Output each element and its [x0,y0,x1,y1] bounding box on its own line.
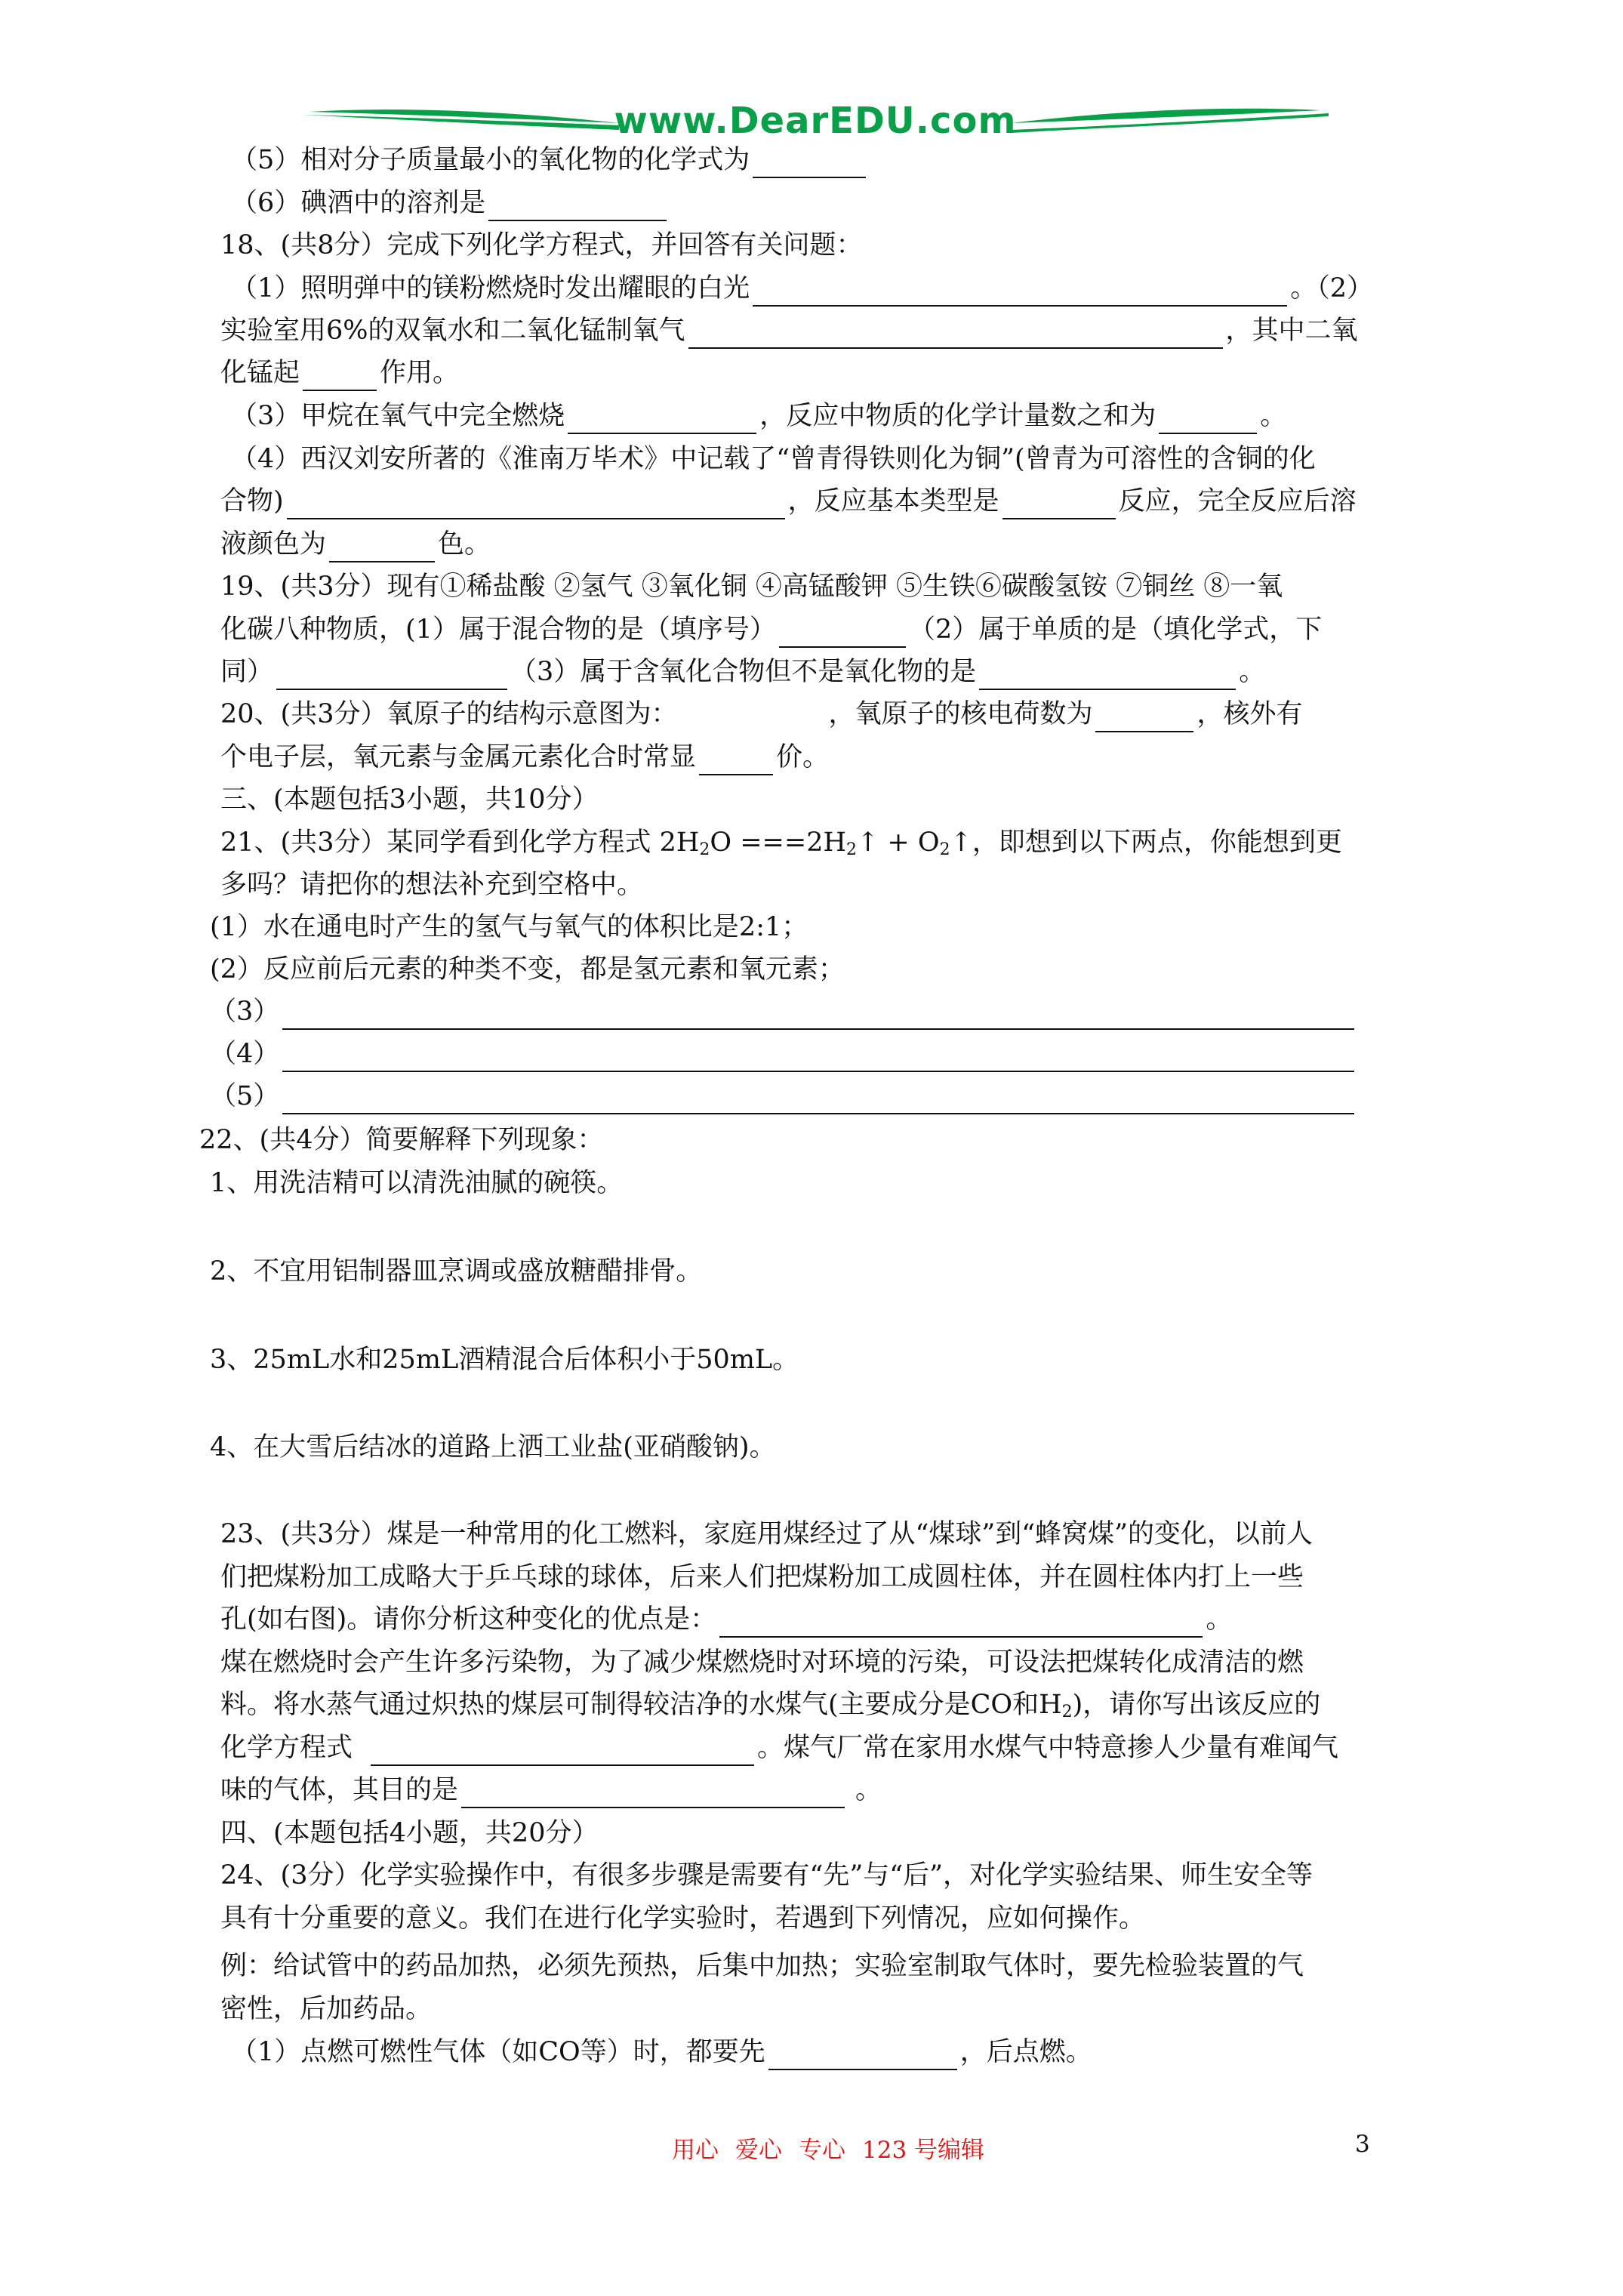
question-24-item-1: （1）点燃可燃性气体（如CO等）时，都要先 ，后点燃。 [231,2034,1092,2070]
page-footer [672,2131,1001,2165]
answer-line[interactable] [282,1083,1354,1114]
question-23: 23、(共3分）煤是一种常用的化工燃料，家庭用煤经过了从“煤球”到“蜂窝煤”的变化，以前人 [220,1519,1313,1549]
section-4-heading: 四、(本题包括4小题，共20分） [220,1818,599,1848]
footer-text: 爱心 [735,2137,782,2164]
answer-blank[interactable] [1159,402,1257,434]
answer-line[interactable] [282,1040,1354,1072]
answer-blank[interactable] [768,2039,957,2070]
question-18-4-end: 液颜色为 色。 [220,526,491,562]
question-23-line-6: 化学方程式 。煤气厂常在家用水煤气中特意掺人少量有难闻气 [220,1730,1338,1766]
question-18-2: 实验室用6%的双氧水和二氧化锰制氧气 ，其中二氧 [220,313,1358,349]
question-21: 21、(共3分）某同学看到化学方程式 $2H_2O$ $===2H_2↑$ + $O_2↑$，即想到以下两点，你能想到更 [220,827,1342,859]
question-21-cont: 多吗？请把你的想法补充到空格中。 [220,870,644,900]
answer-blank[interactable] [371,1734,754,1766]
question-19-cont: 化碳八种物质，(1）属于混合物的是（填序号） （2）属于单质的是（填化学式，下 [220,612,1322,648]
question-17-5: （5）相对分子质量最小的氧化物的化学式为 [231,142,869,178]
question-18-title: 18、(共8分）完成下列化学方程式，并回答有关问题： [220,230,863,260]
page-number: 3 [1355,2131,1370,2158]
question-21-item-5: （5） [210,1078,1357,1114]
question-24-example-cont: 密性，后加药品。 [220,1994,433,2024]
question-24-example: 例：给试管中的药品加热，必须先预热，后集中加热；实验室制取气体时，要先检验装置的气 [220,1951,1304,1981]
question-21-item-2: (2）反应前后元素的种类不变，都是氢元素和氧元素； [210,954,845,985]
site-name: www.DearEDU.com [614,100,1017,142]
answer-blank[interactable] [276,658,507,690]
question-21-item-3: （3） [210,994,1357,1030]
question-21-item-1: (1）水在通电时产生的氢气与氧气的体积比是2:1； [210,912,808,942]
question-23-line-4: 煤在燃烧时会产生许多污染物，为了减少煤燃烧时对环境的污染，可设法把煤转化成清洁的燃 [220,1647,1304,1678]
question-17-6: （6）碘酒中的溶剂是 [231,185,670,221]
question-18-4-cont: 合物) ，反应基本类型是 反应，完全反应后溶 [220,483,1357,519]
answer-blank[interactable] [719,1606,1203,1638]
footer-text: 专心 [799,2137,845,2164]
answer-blank[interactable] [461,1777,845,1808]
answer-blank[interactable] [488,190,667,221]
answer-blank[interactable] [303,359,377,391]
answer-blank[interactable] [688,317,1223,349]
question-21-item-4: （4） [210,1036,1357,1072]
question-18-4: （4）西汉刘安所著的《淮南万毕术》中记载了“曾青得铁则化为铜”(曾青为可溶性的含铜的化 [231,444,1316,474]
question-20: 20、(共3分）氧原子的结构示意图为： ，氧原子的核电荷数为 ，核外有 [220,696,1303,732]
question-22-item-3: 3、25mL水和25mL酒精混合后体积小于50mL。 [210,1345,799,1375]
answer-blank[interactable] [568,402,756,434]
footer-text: 123 号编辑 [862,2137,985,2164]
question-22: 22、(共4分）简要解释下列现象： [199,1125,604,1155]
answer-line[interactable] [282,998,1354,1030]
question-23-line-5: 料。将水蒸气通过炽热的煤层可制得较洁净的水煤气(主要成分是CO和$H_2$)，请你写出该反应的 [220,1690,1321,1721]
question-20-cont: 个电子层，氧元素与金属元素化合时常显 价。 [220,739,829,775]
question-23-line-2: 们把煤粉加工成略大于乒乓球的球体，后来人们把煤粉加工成圆柱体，并在圆柱体内打上一些 [220,1562,1304,1592]
question-18-3: （3）甲烷在氧气中完全燃烧 ，反应中物质的化学计量数之和为 。 [231,398,1286,434]
question-23-line-7: 味的气体，其目的是 。 [220,1772,882,1808]
answer-blank[interactable] [753,146,866,178]
answer-blank[interactable] [699,744,773,775]
answer-blank[interactable] [779,616,906,648]
question-19: 19、(共3分）现有①稀盐酸 ②氢气 ③氧化铜 ④高锰酸钾 ⑤生铁⑥碳酸氢铵 ⑦铜丝 ⑧一氧 [220,572,1283,602]
question-18-2-cont: 化锰起 作用。 [220,355,459,391]
question-18-1: （1）照明弹中的镁粉燃烧时发出耀眼的白光 。（2） [231,270,1373,307]
answer-blank[interactable] [753,275,1287,307]
question-19-end: 同） （3）属于含氧化合物但不是氧化物的是 。 [220,654,1265,690]
question-24-line-2: 具有十分重要的意义。我们在进行化学实验时，若遇到下列情况，应如何操作。 [220,1903,1146,1934]
answer-blank[interactable] [1095,701,1193,732]
question-24: 24、(3分）化学实验操作中，有很多步骤是需要有“先”与“后”，对化学实验结果、师生安全等 [220,1860,1313,1891]
question-22-item-4: 4、在大雪后结冰的道路上洒工业盐(亚硝酸钠)。 [210,1432,776,1462]
answer-blank[interactable] [979,658,1236,690]
answer-blank[interactable] [329,531,435,562]
answer-blank[interactable] [287,488,785,519]
answer-blank[interactable] [1002,488,1116,519]
question-23-line-3: 孔(如右图)。请你分析这种变化的优点是： 。 [220,1601,1232,1638]
section-3-heading: 三、(本题包括3小题，共10分） [220,784,599,815]
question-22-item-1: 1、用洗洁精可以清洗油腻的碗筷。 [210,1168,624,1198]
footer-text: 用心 [672,2137,719,2164]
question-22-item-2: 2、不宜用铝制器皿烹调或盛放糖醋排骨。 [210,1256,703,1287]
